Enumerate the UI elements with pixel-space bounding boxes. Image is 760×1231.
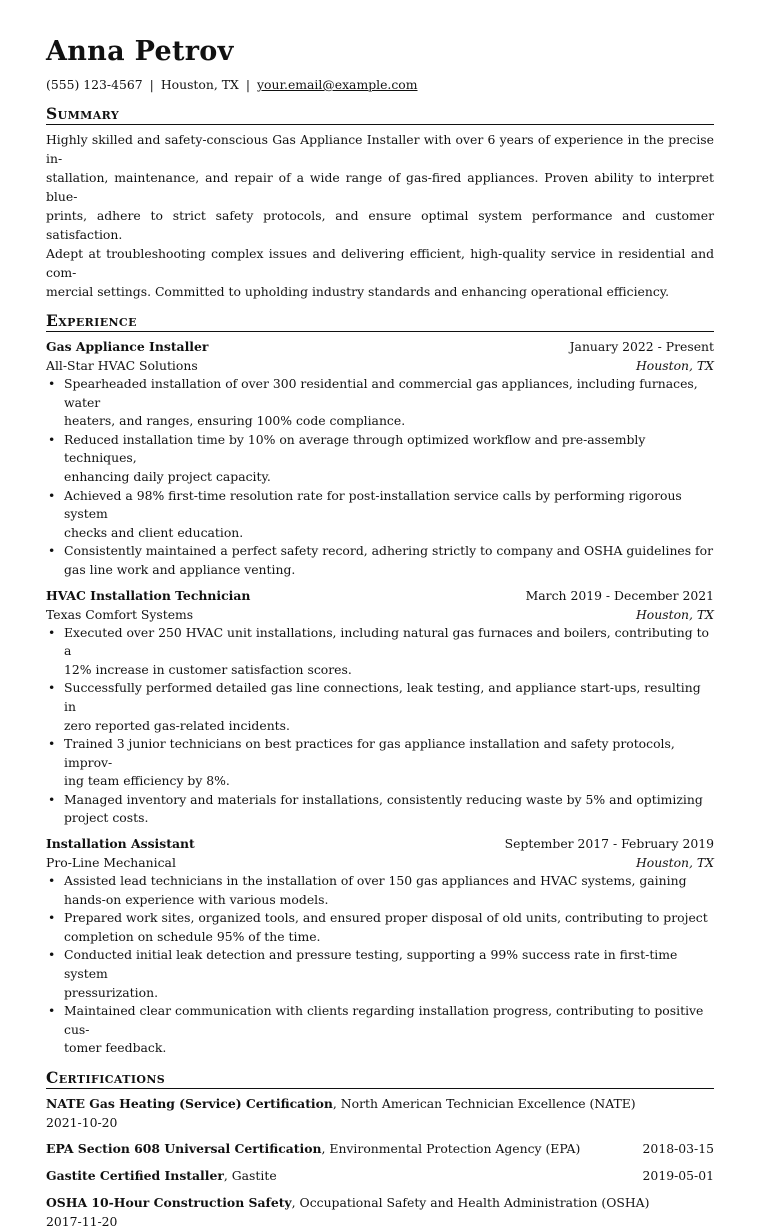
certification-name: NATE Gas Heating (Service) Certification xyxy=(46,1096,333,1111)
certification-entry: Gastite Certified Installer, Gastite 2019-05-01 xyxy=(46,1168,714,1183)
certification-date: 2018-03-15 xyxy=(642,1141,714,1156)
summary-text xyxy=(46,130,714,301)
bullet-item: • Conducted initial leak detection and pressure testing, supporting a 99% success rate in first-time system pressurization. xyxy=(46,946,714,1002)
email-link[interactable]: your.email@example.com xyxy=(257,77,418,92)
resume-page xyxy=(46,36,714,1231)
job-bullets xyxy=(46,872,714,1058)
certification-name: EPA Section 608 Universal Certification xyxy=(46,1141,322,1156)
job-subheader xyxy=(46,356,714,375)
job-dates: September 2017 - February 2019 xyxy=(504,836,714,852)
bullet-item: • Achieved a 98% first-time resolution rate for post-installation service calls by performing rigorous system checks and client education. xyxy=(46,487,714,543)
certification-date: 2017-11-20 xyxy=(46,1214,118,1229)
job-header xyxy=(46,337,714,356)
company-name: Pro-Line Mechanical xyxy=(46,855,176,871)
bullet-item: • Trained 3 junior technicians on best practices for gas appliance installation and safety protocols, improv- ing team efficiency by 8%. xyxy=(46,735,714,791)
certification-date: 2019-05-01 xyxy=(642,1168,714,1183)
job-location: Houston, TX xyxy=(636,606,714,622)
bullet-item: • Executed over 250 HVAC unit installations, including natural gas furnaces and boilers, contributing to a 12% increase in customer satisfaction scores. xyxy=(46,624,714,680)
job-dates: January 2022 - Present xyxy=(569,339,714,354)
certification-date: 2021-10-20 xyxy=(46,1115,118,1130)
job-title: Gas Appliance Installer xyxy=(46,339,209,354)
job-entry xyxy=(46,337,714,580)
summary-line: mercial settings. Committed to upholding industry standards and enhancing operational efficiency. xyxy=(46,284,670,299)
certification-issuer: Environmental Protection Agency (EPA) xyxy=(329,1141,581,1156)
certification-entry: OSHA 10-Hour Construction Safety, Occupational Safety and Health Administration (OSHA) 2017-11-20 xyxy=(46,1195,650,1229)
bullet-item: • Managed inventory and materials for installations, consistently reducing waste by 5% and optimizing project costs. xyxy=(46,791,714,828)
bullet-item: • Reduced installation time by 10% on average through optimized workflow and pre-assembly techniques, enhancing daily project capacity. xyxy=(46,431,714,487)
job-dates: March 2019 - December 2021 xyxy=(525,587,714,603)
job-subheader xyxy=(46,605,714,624)
location-text: Houston, TX xyxy=(160,77,239,92)
bullet-item: • Consistently maintained a perfect safety record, adhering strictly to company and OSHA guidelines for gas line work and appliance venting. xyxy=(46,542,714,579)
job-bullets xyxy=(46,624,714,829)
experience-heading: Experience xyxy=(46,311,714,332)
summary-line: prints, adhere to strict safety protocols, and ensure optimal system performance and customer satisfaction. xyxy=(46,208,714,242)
certification-name: OSHA 10-Hour Construction Safety xyxy=(46,1195,292,1210)
summary-line: Adept at troubleshooting complex issues and delivering efficient, high-quality service in residential and com- xyxy=(46,246,714,280)
certification-issuer: Gastite xyxy=(231,1168,277,1183)
certification-entry: EPA Section 608 Universal Certification, Environmental Protection Agency (EPA) 2018-03-15 xyxy=(46,1141,714,1156)
summary-heading: Summary xyxy=(46,104,714,125)
bullet-item: • Maintained clear communication with clients regarding installation progress, contributing to positive cus- tomer feedback. xyxy=(46,1002,714,1058)
candidate-name: Anna Petrov xyxy=(46,36,234,67)
job-entry xyxy=(46,586,714,829)
job-header xyxy=(46,586,714,605)
summary-line: stallation, maintenance, and repair of a wide range of gas-fired appliances. Proven ability to interpret blue- xyxy=(46,170,714,204)
job-entry xyxy=(46,834,714,1058)
job-header xyxy=(46,834,714,853)
certification-issuer: North American Technician Excellence (NATE) xyxy=(340,1096,636,1111)
job-title: HVAC Installation Technician xyxy=(46,587,251,603)
company-name: Texas Comfort Systems xyxy=(46,606,194,622)
certification-entry: NATE Gas Heating (Service) Certification, North American Technician Excellence (NATE) 2021-10-20 xyxy=(46,1096,636,1130)
job-location: Houston, TX xyxy=(636,855,714,871)
bullet-item: • Successfully performed detailed gas line connections, leak testing, and appliance start-ups, resulting in zero reported gas-related incidents. xyxy=(46,679,714,735)
job-bullets xyxy=(46,375,714,580)
contact-line xyxy=(46,76,714,94)
summary-line: Highly skilled and safety-conscious Gas Appliance Installer with over 6 years of experience in the precise in- xyxy=(46,132,714,166)
certification-name: Gastite Certified Installer xyxy=(46,1168,224,1183)
bullet-item: • Prepared work sites, organized tools, and ensured proper disposal of old units, contributing to project completion on schedule 95% of the time. xyxy=(46,909,714,946)
contact-separator: | xyxy=(245,77,251,92)
job-location: Houston, TX xyxy=(636,358,714,373)
bullet-item: • Assisted lead technicians in the installation of over 150 gas appliances and HVAC systems, gaining hands-on experience with various models. xyxy=(46,872,714,909)
job-subheader xyxy=(46,853,714,872)
bullet-item: • Spearheaded installation of over 300 residential and commercial gas appliances, including furnaces, water heaters, and ranges, ensuring 100% code compliance. xyxy=(46,375,714,431)
company-name: All-Star HVAC Solutions xyxy=(46,358,198,373)
certification-issuer: Occupational Safety and Health Administration (OSHA) xyxy=(299,1195,650,1210)
job-title: Installation Assistant xyxy=(46,836,195,852)
phone-number: (555) 123-4567 xyxy=(46,77,143,92)
contact-separator: | xyxy=(149,77,154,92)
certifications-heading: Certifications xyxy=(46,1068,714,1089)
